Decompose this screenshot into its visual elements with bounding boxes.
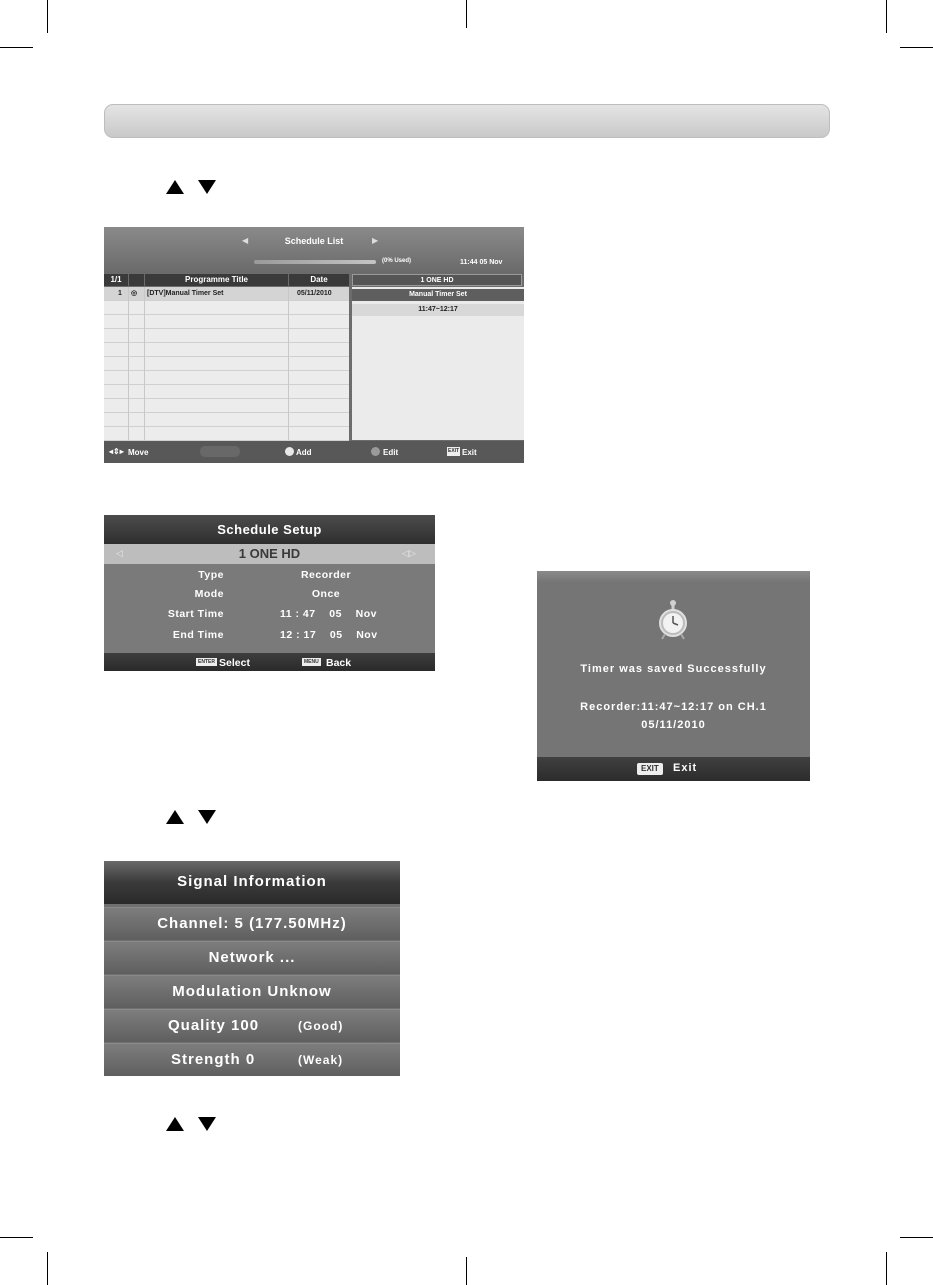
network-row: Network ... [104, 941, 400, 974]
mode-label: Mode [194, 588, 224, 600]
detail-panel [352, 287, 524, 440]
timer-saved-dialog [537, 571, 810, 781]
signal-information-screen [104, 861, 400, 1076]
menu-key[interactable]: MENU [304, 659, 319, 665]
start-time-label: Start Time [167, 608, 224, 620]
edit-label: Edit [383, 448, 399, 457]
schedule-table [104, 287, 349, 440]
clock: 11:44 05 Nov [460, 259, 503, 266]
section-header-bar [104, 104, 830, 138]
table-row[interactable] [104, 385, 349, 399]
move-icon: ◂⇕▸ [109, 447, 124, 456]
table-row[interactable] [104, 315, 349, 329]
channel-selector[interactable] [104, 544, 435, 564]
start-time-value[interactable]: 11 : 47 05 Nov [280, 608, 377, 620]
column-header-page: 1/1 [104, 274, 128, 286]
quality-row [104, 1009, 400, 1042]
crop-mark [0, 47, 33, 48]
schedule-list-title-bar [104, 227, 524, 273]
schedule-setup-title: Schedule Setup [217, 522, 322, 537]
enter-key[interactable]: ENTER [198, 659, 215, 665]
row-index: 1 [118, 290, 122, 297]
move-label: Move [128, 448, 149, 457]
strength-value: Strength 0 [171, 1051, 256, 1068]
edit-button-icon[interactable] [371, 447, 380, 456]
schedule-setup-screen [104, 515, 435, 671]
modulation-row: Modulation Unknow [104, 975, 400, 1008]
crop-mark [886, 0, 887, 33]
disk-usage-bar [254, 260, 376, 264]
dialog-message: Timer was saved Successfully [580, 663, 767, 675]
crop-mark [47, 1252, 48, 1285]
crop-mark [886, 1252, 887, 1285]
schedule-list-footer [104, 441, 524, 463]
dialog-footer [537, 757, 810, 781]
table-row[interactable] [104, 329, 349, 343]
signal-title-bar [104, 861, 400, 904]
column-header-date: Date [289, 274, 349, 286]
signal-title: Signal Information [177, 873, 327, 890]
select-label: Select [219, 657, 250, 669]
channel-name: 1 ONE HD [238, 546, 301, 561]
column-header-title: Programme Title [145, 274, 288, 286]
dialog-date: 05/11/2010 [641, 719, 706, 731]
alarm-clock-icon [657, 599, 689, 641]
dialog-detail: Recorder:11:47~12:17 on CH.1 [580, 701, 767, 713]
type-value[interactable]: Recorder [300, 569, 352, 581]
left-arrow-icon[interactable]: ◀ [242, 236, 249, 245]
strength-status: (Weak) [298, 1053, 344, 1067]
table-row[interactable] [104, 343, 349, 357]
schedule-setup-title-bar [104, 515, 435, 544]
column-divider [144, 287, 145, 440]
exit-key[interactable]: EXIT [637, 763, 663, 775]
left-right-arrow-icon[interactable]: ◁▷ [402, 548, 416, 558]
row-date: 05/11/2010 [297, 290, 332, 297]
column-header-icon [129, 274, 144, 286]
table-row[interactable] [104, 399, 349, 413]
strength-row [104, 1043, 400, 1076]
exit-label: Exit [673, 762, 698, 774]
schedule-setup-footer [104, 653, 435, 671]
down-arrow-icon [198, 810, 216, 824]
left-arrow-icon[interactable]: ◁ [116, 548, 123, 558]
quality-status: (Good) [298, 1019, 344, 1033]
exit-label: Exit [462, 448, 477, 457]
up-arrow-icon [166, 810, 184, 824]
crop-mark [466, 1257, 467, 1285]
back-label: Back [326, 657, 352, 669]
channel-row: Channel: 5 (177.50MHz) [104, 907, 400, 940]
right-arrow-icon[interactable]: ▶ [372, 236, 379, 245]
detail-channel: 1 ONE HD [352, 274, 522, 286]
add-button-icon[interactable] [285, 447, 294, 456]
table-row[interactable] [104, 287, 349, 301]
table-row[interactable] [104, 427, 349, 441]
type-label: Type [198, 569, 224, 581]
row-title: [DTV]Manual Timer Set [147, 290, 224, 297]
column-divider [128, 287, 129, 440]
end-time-value[interactable]: 12 : 17 05 Nov [280, 629, 378, 641]
disk-usage-text: (0% Used) [382, 258, 412, 264]
schedule-list-screen [104, 227, 524, 463]
crop-mark [900, 47, 933, 48]
detail-time: 11:47~12:17 [352, 304, 524, 316]
delete-button[interactable] [200, 446, 240, 457]
down-arrow-icon [198, 180, 216, 194]
table-row[interactable] [104, 357, 349, 371]
crop-mark [900, 1237, 933, 1238]
record-icon: ◎ [131, 290, 138, 297]
crop-mark [0, 1237, 33, 1238]
detail-name: Manual Timer Set [352, 289, 524, 301]
up-arrow-icon [166, 180, 184, 194]
column-divider [288, 287, 289, 440]
up-arrow-icon [166, 1117, 184, 1131]
schedule-list-title: Schedule List [284, 236, 344, 246]
add-label: Add [296, 448, 312, 457]
exit-key[interactable]: EXIT [448, 448, 460, 454]
quality-value: Quality 100 [168, 1017, 260, 1034]
crop-mark [466, 0, 467, 28]
table-row[interactable] [104, 301, 349, 315]
crop-mark [47, 0, 48, 33]
table-row[interactable] [104, 413, 349, 427]
mode-value[interactable]: Once [311, 588, 341, 600]
down-arrow-icon [198, 1117, 216, 1131]
table-row[interactable] [104, 371, 349, 385]
dialog-title-bar [537, 571, 810, 583]
end-time-label: End Time [172, 629, 224, 641]
